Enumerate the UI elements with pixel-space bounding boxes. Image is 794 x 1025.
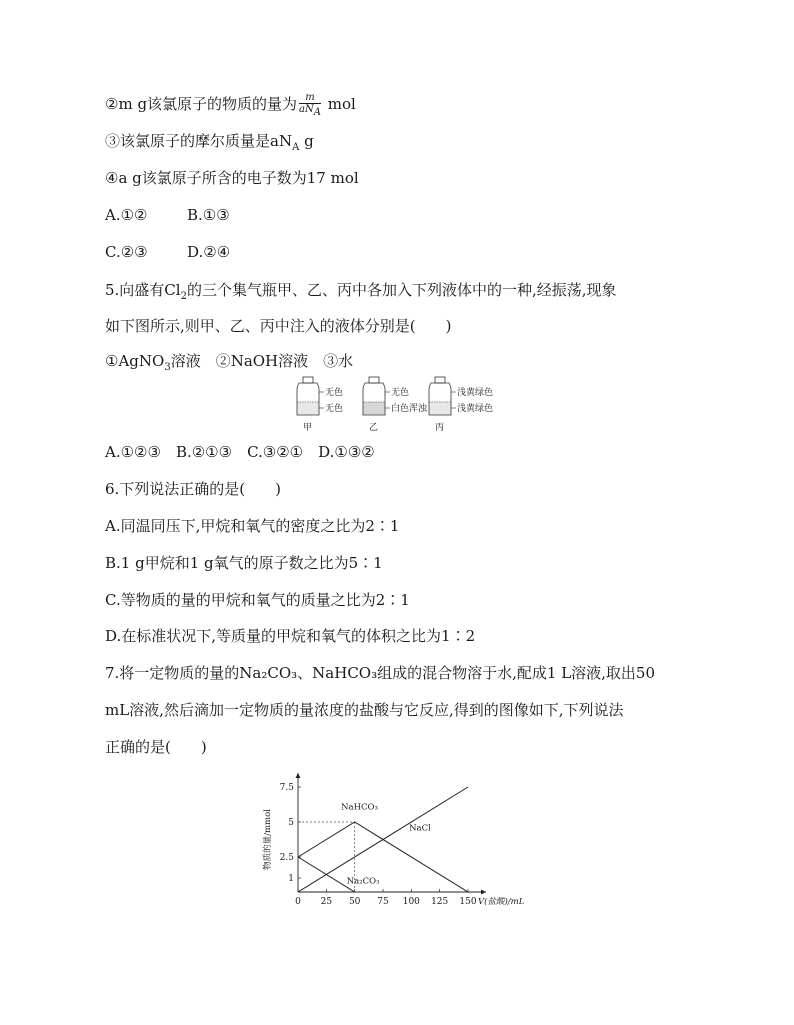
- y-tick-label: 1: [288, 874, 294, 884]
- x-tick-label: 0: [295, 897, 301, 907]
- q4-option-c: C.②③: [105, 243, 148, 261]
- fraction-den-sub: A: [313, 107, 321, 118]
- q6-option-c: C.等物质的量的甲烷和氧气的质量之比为2∶1: [105, 591, 410, 609]
- q4-item3-post: g: [299, 132, 314, 150]
- x-tick-label: 50: [348, 897, 361, 907]
- q5-line3-pre: ①AgNO: [105, 352, 165, 370]
- q4-item3: [105, 131, 314, 158]
- q4-options-row2: [105, 242, 230, 262]
- q5-line3-sub: 3: [164, 362, 171, 373]
- q6-option-d: D.在标准状况下,等质量的甲烷和氧气的体积之比为1∶2: [105, 627, 476, 645]
- q5-stem-line1: [105, 280, 617, 307]
- q4-option-d: D.②④: [187, 243, 231, 261]
- q5-line1-sub: 2: [180, 291, 187, 302]
- y-tick-label: 2.5: [279, 853, 294, 863]
- q4-item4: ④a g该氯原子所含的电子数为17 mol: [105, 169, 359, 187]
- yi-name: 乙: [369, 423, 379, 433]
- x-tick-label: 125: [431, 897, 449, 907]
- x-axis-label: V(盐酸)/mL: [478, 897, 525, 907]
- bing-bottom-label: 浅黄绿色: [457, 404, 494, 414]
- q4-item3-pre: ③该氯原子的摩尔质量是aN: [105, 132, 293, 150]
- q7-stem-line3: 正确的是( ): [105, 738, 207, 756]
- q5-line3-post: 溶液 ②NaOH溶液 ③水: [170, 352, 354, 370]
- q5-reagent-list: [105, 351, 353, 378]
- x-axis-arrow: [481, 890, 486, 895]
- bing-name: 丙: [435, 423, 445, 433]
- q6-stem: 6.下列说法正确的是( ): [105, 480, 282, 498]
- y-axis-label: 物质的量/mmol: [263, 809, 273, 870]
- bottle-bing: [429, 377, 493, 433]
- jia-bottom-label: 无色: [325, 404, 344, 414]
- q7-chart: [258, 772, 548, 920]
- x-tick-label: 25: [320, 897, 333, 907]
- q4-option-b: B.①③: [187, 206, 230, 224]
- series-label: Na₂CO₃: [346, 876, 380, 887]
- jia-top-label: 无色: [325, 388, 344, 398]
- q5-options: A.①②③ B.②①③ C.③②① D.①③②: [105, 443, 375, 461]
- x-tick-label: 75: [377, 897, 389, 907]
- bottle-jia: [297, 377, 343, 433]
- q6-option-b: B.1 g甲烷和1 g氧气的原子数之比为5∶1: [105, 554, 383, 572]
- q5-stem-line2: 如下图所示,则甲、乙、丙中注入的液体分别是( ): [105, 317, 452, 335]
- gas-bottles-figure: [285, 375, 505, 437]
- q7-stem-line1: 7.将一定物质的量的Na₂CO₃、NaHCO₃组成的混合物溶于水,配成1 L溶液,取出50: [105, 664, 656, 682]
- yi-bottom-label: 白色浑浊: [391, 404, 428, 414]
- bottle-yi: [363, 377, 428, 433]
- q4-item2-pre: ②m g该氯原子的物质的量为: [105, 95, 298, 113]
- q4-options-row1: [105, 205, 230, 225]
- q4-option-a: A.①②: [105, 206, 148, 224]
- y-tick-label: 7.5: [279, 783, 294, 793]
- q5-line1-pre: 5.向盛有Cl: [105, 281, 181, 299]
- q4-item3-sub: A: [292, 142, 300, 153]
- y-tick-label: 5: [288, 818, 294, 828]
- series-label: NaCl: [409, 823, 431, 834]
- q4-item2-fraction: [299, 92, 321, 118]
- jia-name: 甲: [303, 423, 313, 433]
- y-axis-arrow: [296, 773, 301, 778]
- q7-stem-line2: mL溶液,然后滴加一定物质的量浓度的盐酸与它反应,得到的图像如下,下列说法: [105, 701, 624, 719]
- q4-item2: [105, 92, 356, 118]
- x-tick-label: 150: [459, 897, 477, 907]
- fraction-numerator: m: [299, 92, 321, 104]
- q5-line1-post: 的三个集气瓶甲、乙、丙中各加入下列液体中的一种,经振荡,现象: [186, 281, 617, 299]
- series-line: [298, 822, 468, 892]
- q4-item2-post: mol: [323, 95, 356, 113]
- chart-labels: [262, 783, 525, 907]
- x-tick-label: 100: [402, 897, 420, 907]
- q6-option-a: A.同温同压下,甲烷和氧气的密度之比为2∶1: [105, 517, 400, 535]
- chart-series: [298, 787, 468, 892]
- fraction-denominator: [299, 104, 321, 118]
- fraction-den-main: aN: [299, 104, 314, 115]
- series-label: NaHCO₃: [341, 802, 378, 813]
- yi-top-label: 无色: [391, 388, 410, 398]
- bing-top-label: 浅黄绿色: [457, 388, 494, 398]
